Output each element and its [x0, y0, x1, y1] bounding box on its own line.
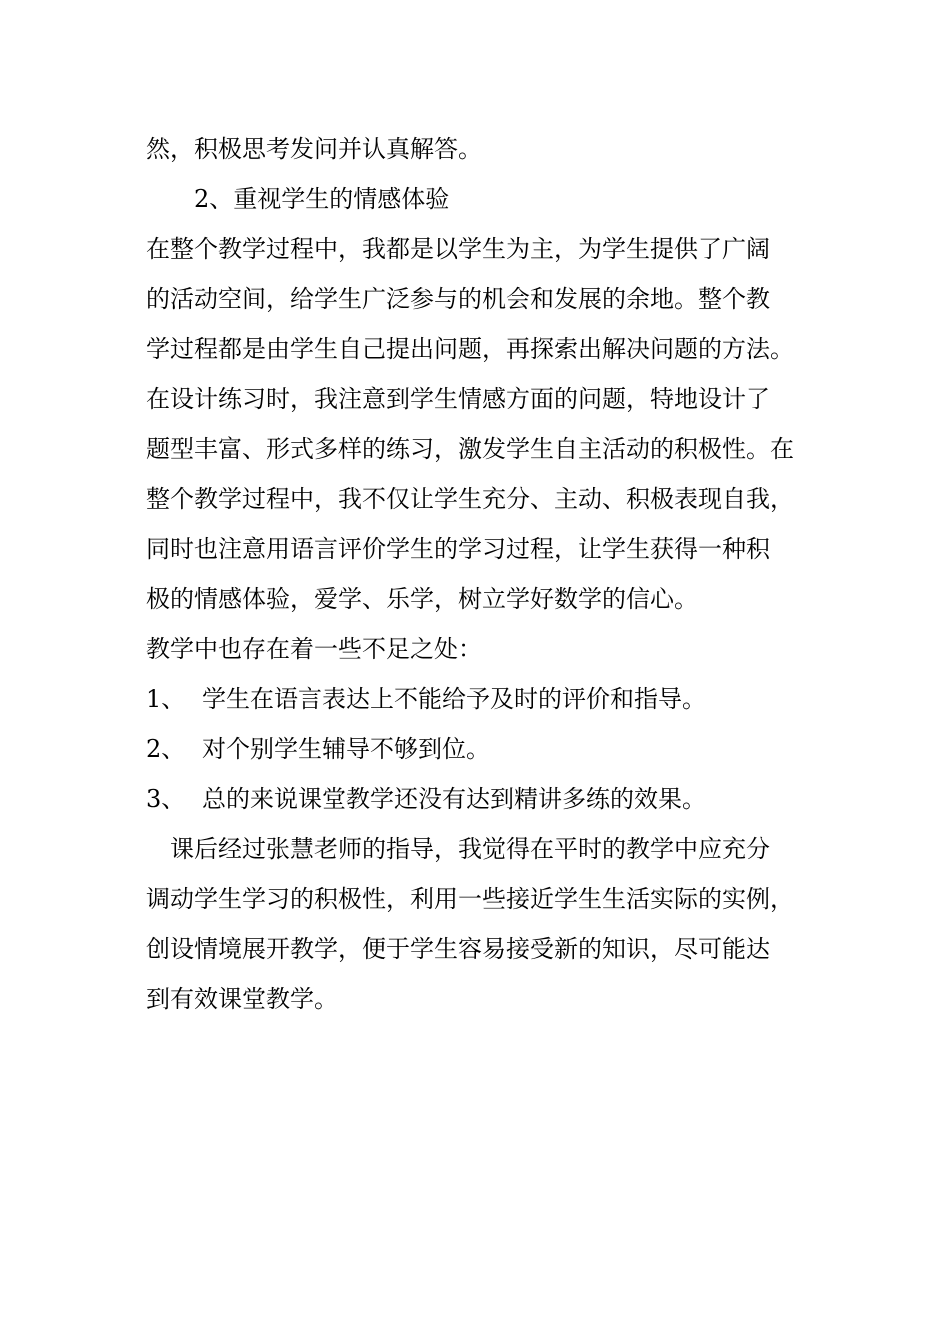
- conclusion-line: 调动学生学习的积极性，利用一些接近学生生活实际的实例，: [146, 885, 794, 913]
- list-item-number: 2、: [146, 735, 186, 763]
- paragraph-line: 题型丰富、形式多样的练习，激发学生自主活动的积极性。在: [146, 435, 794, 463]
- paragraph-line: 的活动空间，给学生广泛参与的机会和发展的余地。整个教: [146, 285, 770, 313]
- paragraph-line: 在设计练习时，我注意到学生情感方面的问题，特地设计了: [146, 385, 770, 413]
- list-item-number: 3、: [146, 785, 186, 813]
- list-item-text: 对个别学生辅导不够到位。: [202, 735, 490, 763]
- list-item-text: 总的来说课堂教学还没有达到精讲多练的效果。: [202, 785, 706, 813]
- paragraph-line: 整个教学过程中，我不仅让学生充分、主动、积极表现自我，: [146, 485, 794, 513]
- conclusion-line: 课后经过张慧老师的指导，我觉得在平时的教学中应充分: [170, 835, 770, 863]
- paragraph-line: 极的情感体验，爱学、乐学，树立学好数学的信心。: [146, 585, 698, 613]
- section-heading: 2、重视学生的情感体验: [194, 185, 450, 213]
- paragraph-continuation: 然，积极思考发问并认真解答。: [146, 135, 482, 163]
- shortcomings-intro: 教学中也存在着一些不足之处：: [146, 635, 482, 663]
- paragraph-line: 学过程都是由学生自己提出问题，再探索出解决问题的方法。: [146, 335, 794, 363]
- paragraph-line: 同时也注意用语言评价学生的学习过程，让学生获得一种积: [146, 535, 770, 563]
- list-item-text: 学生在语言表达上不能给予及时的评价和指导。: [202, 685, 706, 713]
- list-item: [146, 784, 706, 814]
- conclusion-line: 到有效课堂教学。: [146, 985, 338, 1013]
- list-item-number: 1、: [146, 685, 186, 713]
- list-item: [146, 734, 490, 764]
- conclusion-line: 创设情境展开教学，便于学生容易接受新的知识，尽可能达: [146, 935, 770, 963]
- list-item: [146, 684, 706, 714]
- paragraph-line: 在整个教学过程中，我都是以学生为主，为学生提供了广阔: [146, 235, 770, 263]
